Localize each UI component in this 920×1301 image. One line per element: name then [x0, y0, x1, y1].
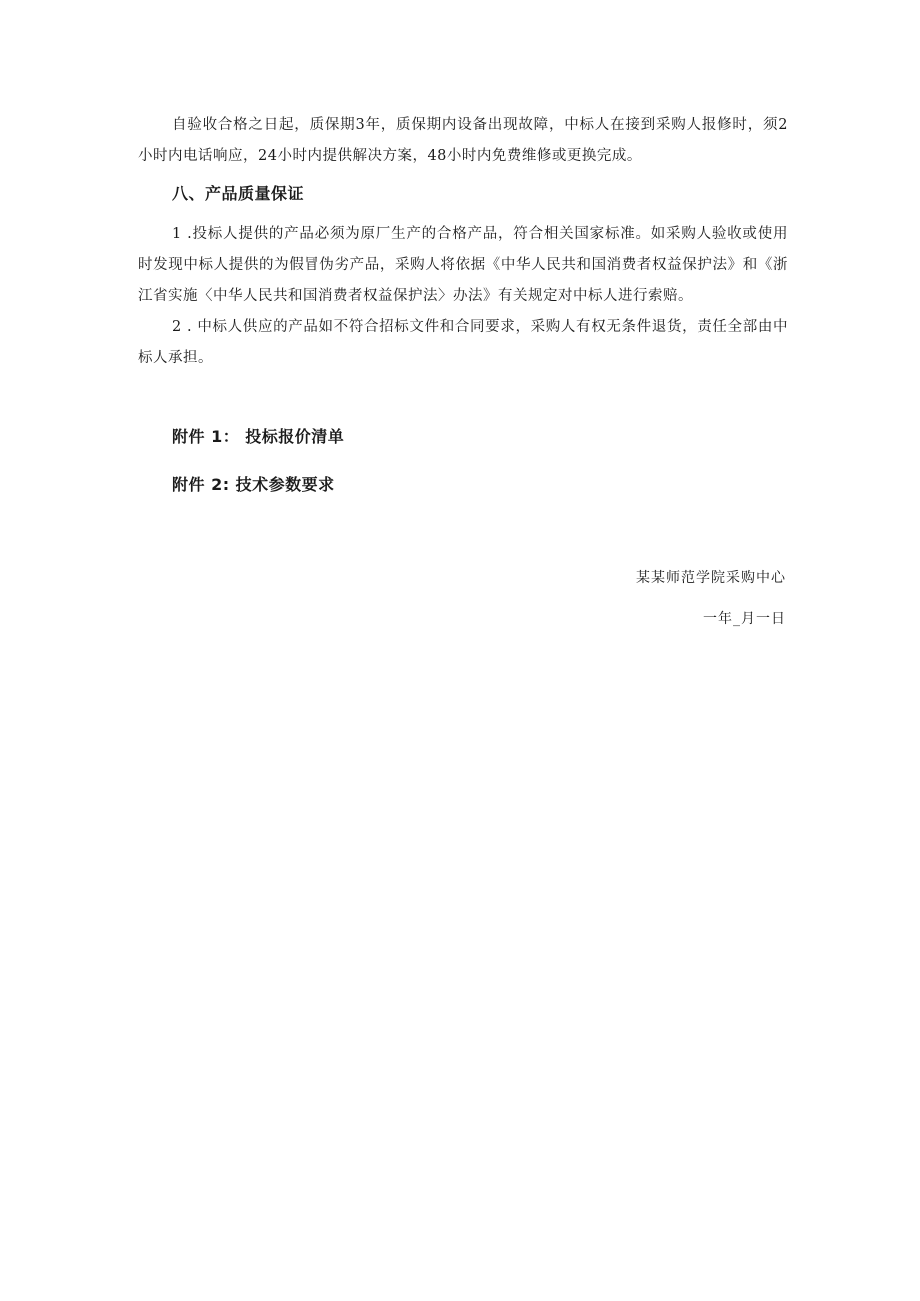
- clause-1-paragraph: 1 .投标人提供的产品必须为原厂生产的合格产品，符合相关国家标准。如采购人验收或使用时发现中标人提供的为假冒伪劣产品，采购人将依据《中华人民共和国消费者权益保护法》和《浙江省实施〈中华人民共和国消费者权益保护法〉办法》有关规定对中标人进行索赔。: [138, 226, 788, 304]
- clause-2-paragraph: 2 . 中标人供应的产品如不符合招标文件和合同要求，采购人有权无条件退货，责任全部由中标人承担。: [138, 319, 788, 366]
- warranty-paragraph: 自验收合格之日起，质保期3年，质保期内设备出现故障，中标人在接到采购人报修时，须2小时内电话响应，24小时内提供解决方案，48小时内免费维修或更换完成。: [138, 117, 788, 164]
- attachment-2-label: 附件 2: 技术参数要求: [172, 475, 335, 494]
- attachment-1-label: 附件 1： 投标报价清单: [172, 427, 345, 446]
- issuer-name: 某某师范学院采购中心: [636, 570, 786, 586]
- section-heading-quality-guarantee: 八、产品质量保证: [172, 184, 305, 203]
- issue-date: 一年_月一日: [703, 611, 786, 627]
